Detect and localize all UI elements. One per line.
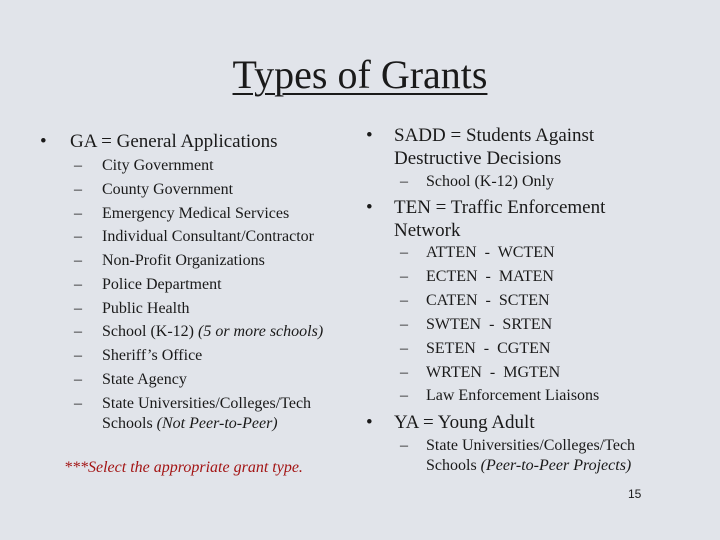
- ga-item-nonprofit: – Non-Profit Organizations: [74, 252, 265, 269]
- ga-item-sheriff: – Sheriff’s Office: [74, 347, 203, 364]
- ten-pair-2: – ECTEN - MATEN: [400, 268, 554, 285]
- ya-item-universities: – State Universities/Colleges/Tech Schools (Peer-to-Peer Projects): [400, 437, 636, 474]
- ga-item-police: – Police Department: [74, 276, 222, 293]
- ga-item-state-agency: – State Agency: [74, 371, 187, 388]
- select-instruction: ***Select the appropriate grant type.: [64, 459, 303, 476]
- ten-pair-4: – SWTEN - SRTEN: [400, 316, 553, 333]
- ten-heading: • TEN = Traffic Enforcement Network: [366, 197, 606, 241]
- school-note: (5 or more schools): [197, 323, 324, 340]
- ya-heading: • YA = Young Adult: [366, 412, 535, 433]
- ga-item-school: – School (K-12) (5 or more schools): [74, 323, 324, 340]
- bullet: •: [366, 125, 373, 146]
- ga-item-consultant: – Individual Consultant/Contractor: [74, 228, 314, 245]
- not-peer-note: (Not Peer-to-Peer): [156, 415, 278, 432]
- ten-pair-1: – ATTEN - WCTEN: [400, 244, 555, 261]
- ten-pair-6: – WRTEN - MGTEN: [400, 364, 561, 381]
- bullet: •: [366, 412, 373, 433]
- slide-title: Types of Grants: [232, 52, 488, 97]
- ten-pair-3: – CATEN - SCTEN: [400, 292, 550, 309]
- ga-item-universities: – State Universities/Colleges/Tech Schools (Not Peer-to-Peer): [74, 395, 312, 432]
- ten-liaisons: – Law Enforcement Liaisons: [400, 387, 600, 404]
- ga-heading: [40, 130, 278, 153]
- bullet: •: [40, 131, 47, 152]
- page-number: 15: [628, 487, 642, 501]
- peer-note: (Peer-to-Peer Projects): [480, 457, 632, 474]
- sadd-heading: • SADD = Students Against Destructive Decisions: [366, 125, 595, 169]
- ga-heading-text: GA = General Applications: [70, 131, 278, 152]
- ten-pair-5: – SETEN - CGTEN: [400, 340, 551, 357]
- ga-item-ems: – Emergency Medical Services: [74, 205, 290, 222]
- bullet: •: [366, 197, 373, 218]
- ga-item-county: – County Government: [74, 181, 234, 198]
- sadd-item-school: – School (K-12) Only: [400, 173, 554, 190]
- ga-item-health: – Public Health: [74, 300, 190, 317]
- ga-item-city: – City Government: [74, 157, 214, 174]
